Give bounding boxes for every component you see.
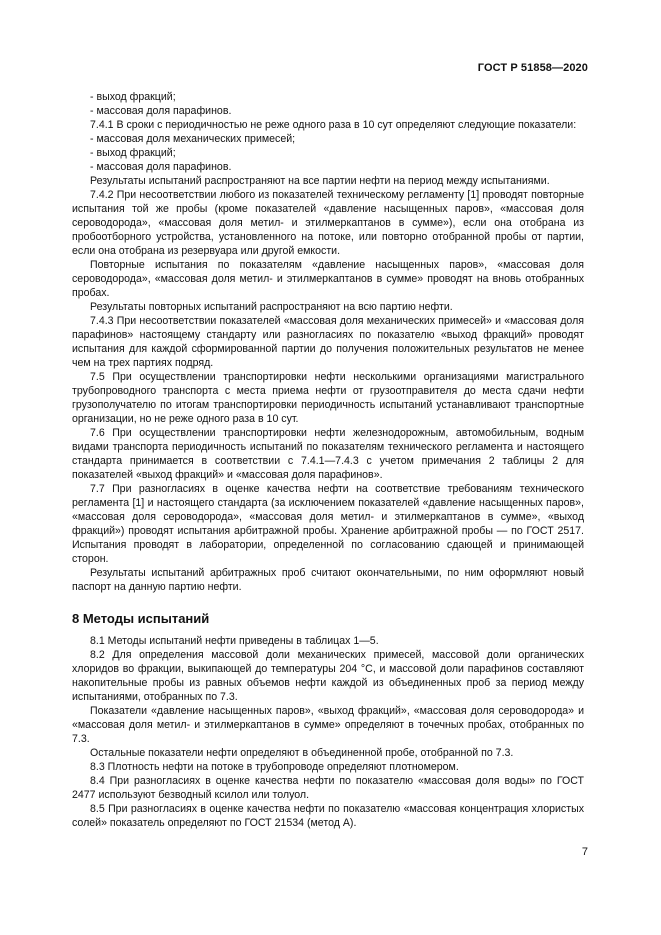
clause-8-3: 8.3 Плотность нефти на потоке в трубопроводе определяют плотномером. — [90, 761, 459, 773]
list-item-fraction-yield: - выход фракций; — [90, 91, 176, 103]
paragraph-arbitration-results: Результаты испытаний арбитражных проб считают окончательными, по ним оформляют новый паспорт на данную партию нефти. — [72, 567, 584, 593]
clause-7-4-3: 7.4.3 При несоответствии показателей «массовая доля механических примесей» и «массовая доля парафинов» настоящему стандарту или разногласиях по показателю «выход фракций» проводят испытания для каждой сформированной партии до получения положительных результатов не менее чем на трех партиях подряд. — [72, 315, 584, 369]
page-number: 7 — [581, 846, 588, 858]
list-item-mechanical-impurities: - массовая доля механических примесей; — [90, 133, 296, 145]
document-body — [72, 90, 584, 830]
clause-8-4: 8.4 При разногласиях в оценке качества нефти по показателю «массовая доля воды» по ГОСТ 2477 используют безводный ксилол или толуол. — [72, 775, 584, 801]
clause-8-2: 8.2 Для определения массовой доли механических примесей, массовой доли органических хлоридов во фракции, выкипающей до температуры 204 °С, и массовой доли парафинов составляют накопительные пробы из равных объемов нефти каждой из объединенных проб за период между испытаниями, отобранных по 7.3. — [72, 649, 584, 703]
clause-8-1: 8.1 Методы испытаний нефти приведены в таблицах 1—5. — [90, 635, 379, 647]
section-8-title: 8 Методы испытаний — [72, 611, 210, 626]
paragraph-repeat-tests: Повторные испытания по показателям «давление насыщенных паров», «массовая доля сероводорода», «массовая доля метил- и этилмеркаптанов в сумме» проводят на вновь отобранных пробах. — [72, 259, 584, 299]
clause-7-4-2: 7.4.2 При несоответствии любого из показателей техническому регламенту [1] проводят повторные испытания той же пробы (кроме показателей «давление насыщенных паров», «массовая доля сероводорода», «массовая доля метил- и этилмеркаптанов в сумме»), если она отобрана из пробоотборного устройства, установленного на потоке, или повторно отобранной пробы от партии, если она отобрана из резервуара или другой емкости. — [72, 189, 584, 257]
list-item-paraffin-2: - массовая доля парафинов. — [90, 161, 232, 173]
list-item-paraffin: - массовая доля парафинов. — [90, 105, 232, 117]
clause-7-5: 7.5 При осуществлении транспортировки нефти несколькими организациями магистрального трубопроводного транспорта с места приема нефти от грузоотправителя до места сдачи нефти грузополучателю по итогам транспортировки периодичность испытаний устанавливают транспортные организации, но не реже одного раза в 10 сут. — [72, 371, 584, 425]
clause-8-5: 8.5 При разногласиях в оценке качества нефти по показателю «массовая концентрация хлористых солей» показатель определяют по ГОСТ 21534 (метод А). — [72, 803, 584, 829]
paragraph-results-apply: Результаты испытаний распространяют на все партии нефти на период между испытаниями. — [90, 175, 550, 187]
clause-7-7: 7.7 При разногласиях в оценке качества нефти на соответствие требованиям технического регламента [1] и настоящего стандарта (за исключением показателей «давление насыщенных паров», «массовая доля сероводорода», «массовая доля метил- и этилмеркаптанов в сумме», «выход фракций») проводят испытания арбитражной пробы. Хранение арбитражной пробы — по ГОСТ 2517. Испытания проводят в лаборатории, определенной по согласованию сдающей и принимающей сторон. — [72, 483, 584, 565]
paragraph-combined-sample: Остальные показатели нефти определяют в объединенной пробе, отобранной по 7.3. — [90, 747, 514, 759]
list-item-fraction-yield-2: - выход фракций; — [90, 147, 176, 159]
document-code-header: ГОСТ Р 51858—2020 — [477, 62, 588, 74]
paragraph-spot-samples: Показатели «давление насыщенных паров», «выход фракций», «массовая доля сероводорода» и «массовая доля метил- и этилмеркаптанов в сумме» определяют в точечных пробах, отобранных по 7.3. — [72, 705, 584, 745]
paragraph-repeat-results: Результаты повторных испытаний распространяют на всю партию нефти. — [90, 301, 453, 313]
clause-7-4-1: 7.4.1 В сроки с периодичностью не реже одного раза в 10 сут определяют следующие показатели: — [90, 119, 577, 131]
clause-7-6: 7.6 При осуществлении транспортировки нефти железнодорожным, автомобильным, водным видами транспорта периодичность испытаний по показателям технического регламента и настоящего стандарта принимается в соответствии с 7.4.1—7.4.3 с учетом примечания 2 таблицы 2 для показателей «выход фракций» и «массовая доля парафинов». — [72, 427, 584, 481]
